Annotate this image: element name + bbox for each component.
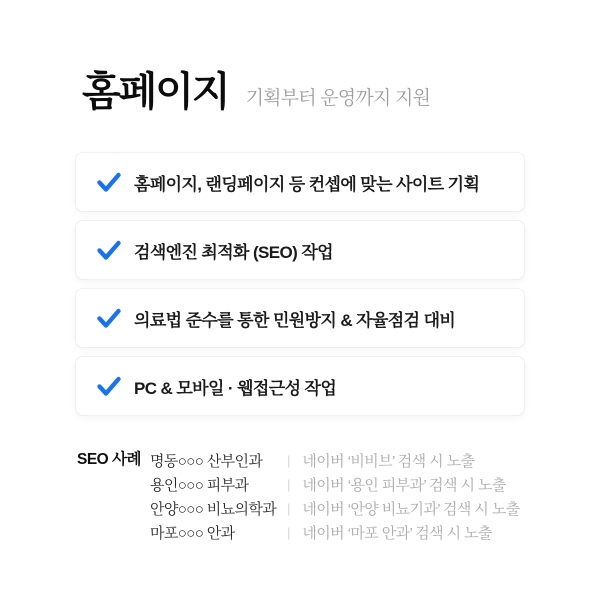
header — [82, 72, 525, 112]
check-icon — [96, 375, 122, 397]
search-exposure-note: 네이버 ‘용인 피부과’ 검색 시 노출 — [302, 476, 506, 494]
divider: | — [287, 524, 291, 540]
check-icon — [96, 239, 122, 261]
feature-label: 검색엔진 최적화 (SEO) 작업 — [134, 242, 333, 262]
clinic-name: 안양○○○ 비뇨의학과 — [150, 500, 277, 518]
divider: | — [287, 476, 291, 492]
seo-cases-title: SEO 사례 — [77, 451, 141, 468]
page-subtitle: 기획부터 운영까지 지원 — [245, 88, 431, 109]
divider: | — [287, 452, 291, 468]
seo-cases-section — [77, 448, 525, 544]
check-icon — [96, 171, 122, 193]
page-title: 홈페이지 — [82, 70, 229, 114]
feature-label: 홈페이지, 랜딩페이지 등 컨셉에 맞는 사이트 기획 — [134, 174, 480, 194]
feature-label: 의료법 준수를 통한 민원방지 & 자율점검 대비 — [134, 310, 456, 330]
check-icon — [96, 307, 122, 329]
feature-card-accessibility — [75, 356, 525, 416]
search-exposure-note: 네이버 ‘마포 안과’ 검색 시 노출 — [302, 524, 492, 542]
seo-case-row — [150, 472, 525, 496]
feature-card-list — [75, 152, 525, 416]
feature-card-site-planning — [75, 152, 525, 212]
content-column — [75, 0, 525, 544]
search-exposure-note: 네이버 ‘비비브’ 검색 시 노출 — [302, 452, 475, 470]
feature-label: PC & 모바일 · 웹접근성 작업 — [134, 378, 337, 398]
divider: | — [287, 500, 291, 516]
clinic-name: 용인○○○ 피부과 — [150, 476, 249, 494]
seo-cases-list — [150, 448, 525, 544]
seo-case-row — [150, 520, 525, 544]
clinic-name: 마포○○○ 안과 — [150, 524, 235, 542]
feature-card-medical-law — [75, 288, 525, 348]
clinic-name: 명동○○○ 산부인과 — [150, 452, 263, 470]
search-exposure-note: 네이버 ‘안양 비뇨기과’ 검색 시 노출 — [302, 500, 520, 518]
seo-case-row — [150, 496, 525, 520]
feature-card-seo — [75, 220, 525, 280]
seo-case-row — [150, 448, 525, 472]
